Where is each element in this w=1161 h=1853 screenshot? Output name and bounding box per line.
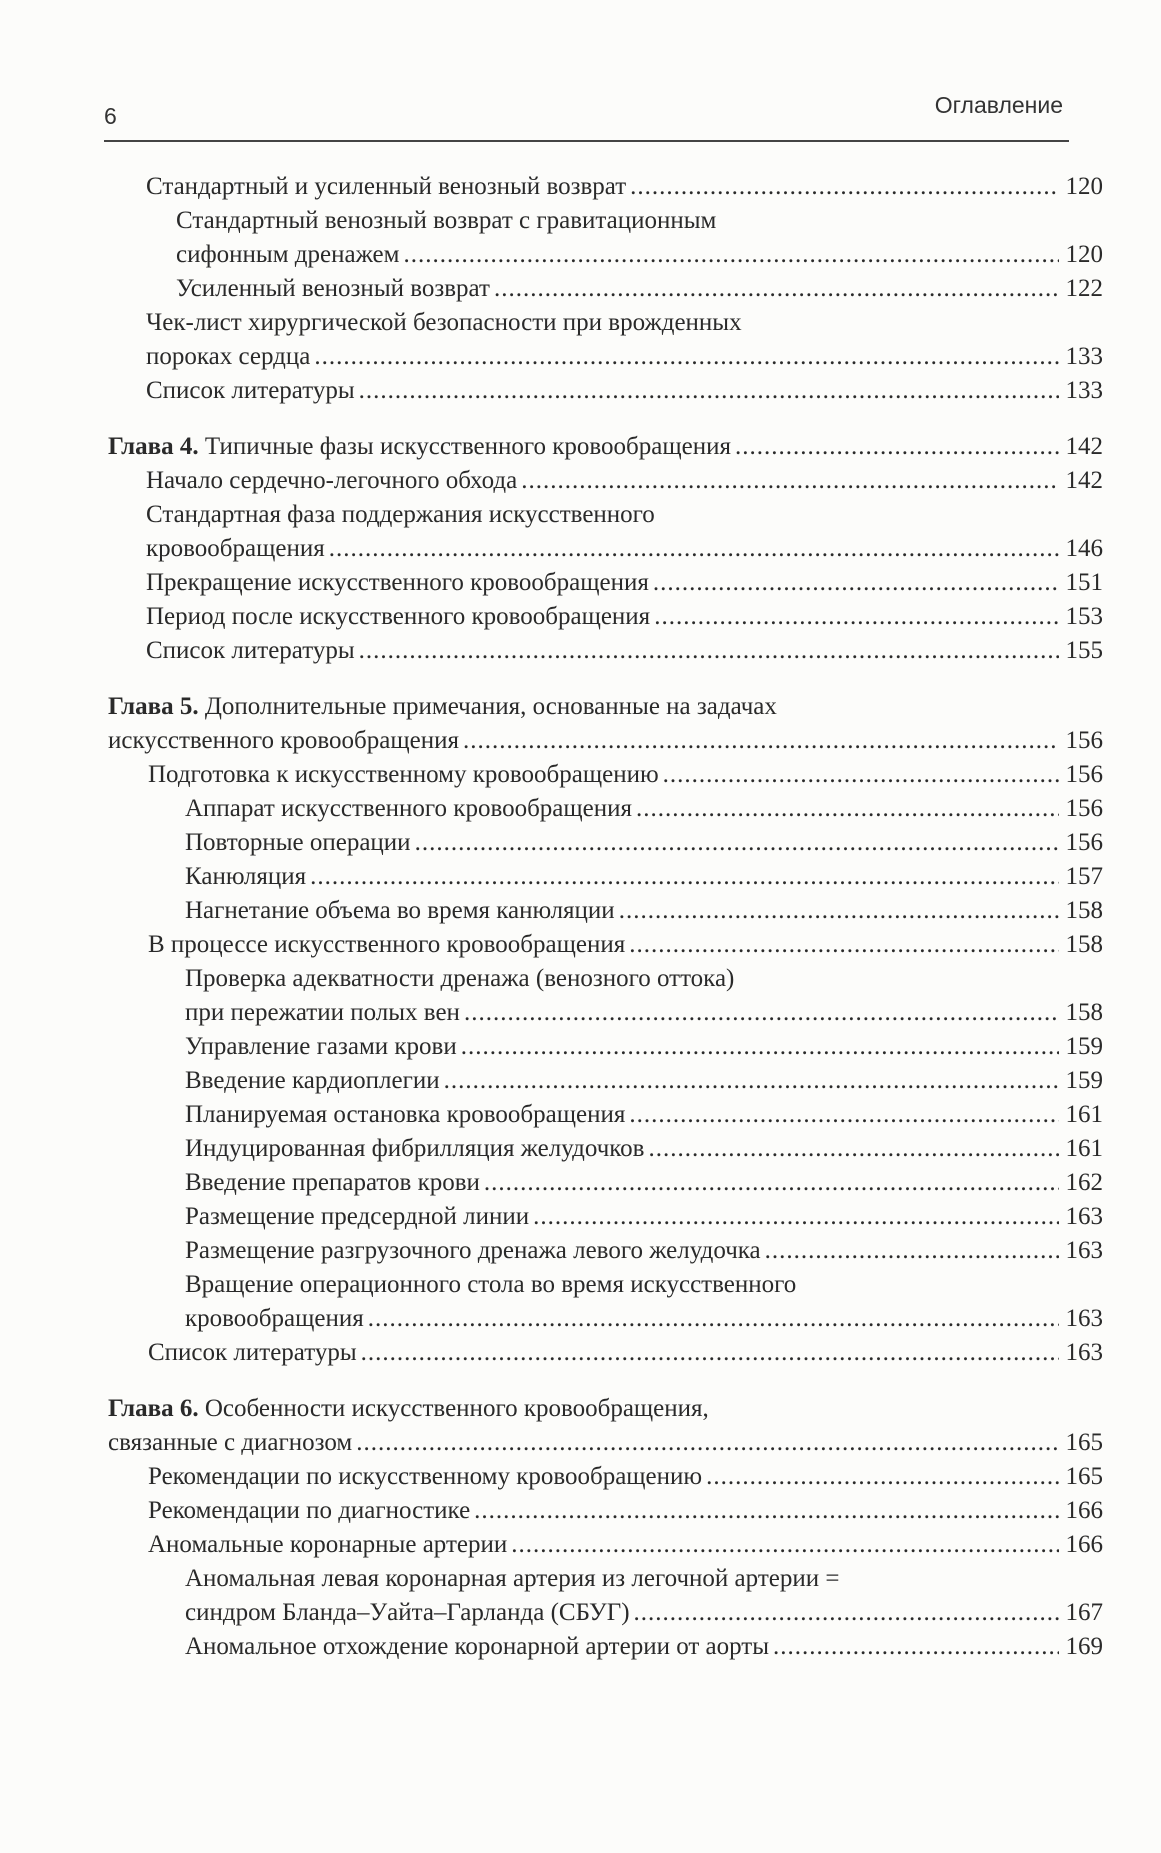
toc-entry-title: Введение препаратов крови [185,1169,480,1196]
toc-entry-title: Канюляция [185,863,307,890]
toc-entry [108,996,1103,1030]
toc-entry-title: Аномальное отхождение коронарной артерии от аорты [185,1633,770,1660]
toc-entry [108,532,1103,566]
toc-entry-page: 161 [1065,1135,1103,1162]
dot-leader [463,724,1059,758]
toc-entry-page: 156 [1065,829,1103,856]
toc-entry [108,1494,1103,1528]
toc-entry [108,374,1103,408]
toc-entry-title: Индуцированная фибрилляция желудочков [185,1135,645,1162]
dot-leader [636,792,1059,826]
dot-leader [649,1132,1060,1166]
toc-entry-page: 151 [1065,569,1103,596]
toc-entry-page: 163 [1065,1237,1103,1264]
toc-entry-page: 157 [1065,863,1103,890]
dot-leader [533,1200,1059,1234]
toc-entry [108,1234,1103,1268]
dot-leader [444,1064,1059,1098]
toc-entry-title: Типичные фазы искусственного кровообращения [204,433,731,460]
toc-chapter [108,1426,1103,1460]
toc-chapter [108,724,1103,758]
toc-entry-page: 133 [1065,377,1103,404]
toc-entry-title: синдром Бланда–Уайта–Гарланда (СБУГ) [185,1599,630,1626]
dot-leader [765,1234,1059,1268]
toc-entry-page: 156 [1065,761,1103,788]
toc-entry-title: Усиленный венозный возврат [176,275,490,302]
dot-leader [464,996,1059,1030]
toc-entry-page: 158 [1065,931,1103,958]
toc-entry-title: искусственного кровообращения [108,727,459,754]
toc-entry-page: 158 [1065,999,1103,1026]
toc-entry-title: Размещение предсердной линии [185,1203,530,1230]
toc-entry-title-line1: Дополнительные примечания, основанные на задачах [204,693,777,720]
toc-chapter [108,430,1103,464]
toc-entry-title: Начало сердечно-легочного обхода [146,467,518,494]
toc-entry-page: 165 [1065,1463,1103,1490]
toc-entry-title: при пережатии полых вен [185,999,460,1026]
toc-entry-page: 163 [1065,1305,1103,1332]
toc-entry-page: 162 [1065,1169,1103,1196]
toc-entry-title-line1: Стандартная фаза поддержания искусственного [146,501,655,528]
dot-leader [494,272,1059,306]
toc-entry-page: 155 [1065,637,1103,664]
toc-entry-title: Аппарат искусственного кровообращения [185,795,633,822]
chapter-label: Глава 6. [108,1395,199,1422]
dot-leader [461,1030,1059,1064]
toc-entry-page: 159 [1065,1067,1103,1094]
dot-leader [415,826,1059,860]
toc-entry [108,1166,1103,1200]
dot-leader [630,170,1059,204]
toc-entry-page: 142 [1065,433,1103,460]
toc-entry [108,792,1103,826]
dot-leader [329,532,1059,566]
toc-entry-title: связанные с диагнозом [108,1429,353,1456]
toc-entry-title: Размещение разгрузочного дренажа левого желудочка [185,1237,761,1264]
toc-entry [108,600,1103,634]
dot-leader [474,1494,1059,1528]
toc-entry [108,928,1103,962]
toc-entry-page: 163 [1065,1203,1103,1230]
toc-chapter-line1 [108,690,1103,724]
dot-leader [368,1302,1059,1336]
toc-entry [108,894,1103,928]
toc-entry-page: 146 [1065,535,1103,562]
dot-leader [511,1528,1059,1562]
toc-entry-title: Повторные операции [185,829,411,856]
toc-entry-title: Подготовка к искусственному кровообращению [148,761,659,788]
toc-entry-page: 120 [1065,241,1103,268]
toc-entry-page: 165 [1065,1429,1103,1456]
toc-entry [108,1336,1103,1370]
toc-entry [108,634,1103,668]
toc-entry [108,1302,1103,1336]
toc-entry-title: сифонным дренажем [176,241,400,268]
running-title: Оглавление [934,92,1063,118]
chapter-label: Глава 5. [108,693,199,720]
toc-entry-title: Прекращение искусственного кровообращения [146,569,649,596]
table-of-contents [108,170,1103,1664]
toc-entry-title: Рекомендации по диагностике [148,1497,471,1524]
toc-entry-page: 166 [1065,1497,1103,1524]
dot-leader [653,566,1059,600]
toc-entry-page: 169 [1065,1633,1103,1660]
toc-entry [108,826,1103,860]
toc-entry [108,1098,1103,1132]
dot-leader [619,894,1059,928]
toc-entry-page: 156 [1065,727,1103,754]
chapter-label: Глава 4. [108,433,199,460]
toc-entry [108,170,1103,204]
toc-entry [108,1630,1103,1664]
toc-entry-title: Список литературы [146,377,355,404]
toc-entry [108,566,1103,600]
toc-entry-page: 133 [1065,343,1103,370]
toc-entry-page: 156 [1065,795,1103,822]
dot-leader [773,1630,1059,1664]
dot-leader [629,928,1059,962]
toc-entry-title: Стандартный и усиленный венозный возврат [146,173,627,200]
toc-entry-page: 161 [1065,1101,1103,1128]
toc-entry-title: Нагнетание объема во время канюляции [185,897,615,924]
toc-entry [108,340,1103,374]
toc-entry [108,1528,1103,1562]
toc-entry-title: Список литературы [148,1339,357,1366]
toc-entry-title-line1: Аномальная левая коронарная артерия из легочной артерии = [185,1565,840,1592]
toc-entry-title: Введение кардиоплегии [185,1067,440,1094]
toc-entry [108,238,1103,272]
toc-chapter-line1 [108,1392,1103,1426]
toc-entry-title: кровообращения [146,535,325,562]
dot-leader [484,1166,1059,1200]
toc-entry-page: 163 [1065,1339,1103,1366]
toc-entry-page: 122 [1065,275,1103,302]
dot-leader [634,1596,1059,1630]
dot-leader [663,758,1059,792]
dot-leader [654,600,1059,634]
toc-entry-title: Аномальные коронарные артерии [148,1531,508,1558]
toc-entry-title-line1: Вращение операционного стола во время искусственного [185,1271,797,1298]
dot-leader [359,634,1059,668]
toc-entry [108,272,1103,306]
toc-entry [108,860,1103,894]
toc-entry-title: Рекомендации по искусственному кровообращению [148,1463,703,1490]
toc-entry-title-line1: Стандартный венозный возврат с гравитационным [176,207,717,234]
toc-entry-page: 158 [1065,897,1103,924]
toc-entry-title-line1: Особенности искусственного кровообращения, [204,1395,709,1422]
toc-entry [108,1132,1103,1166]
toc-entry-page: 166 [1065,1531,1103,1558]
dot-leader [361,1336,1059,1370]
toc-entry-title: Список литературы [146,637,355,664]
page-number: 6 [104,103,117,129]
toc-entry-title: Период после искусственного кровообращения [146,603,651,630]
dot-leader [403,238,1059,272]
toc-entry [108,464,1103,498]
dot-leader [706,1460,1059,1494]
dot-leader [314,340,1059,374]
toc-entry-title: В процессе искусственного кровообращения [148,931,626,958]
dot-leader [356,1426,1059,1460]
toc-entry-page: 159 [1065,1033,1103,1060]
toc-entry-title: пороках сердца [146,343,311,370]
toc-entry [108,758,1103,792]
toc-entry-title: Управление газами крови [185,1033,457,1060]
toc-entry-title-line1: Чек-лист хирургической безопасности при врожденных [146,309,742,336]
toc-entry [108,1030,1103,1064]
toc-entry [108,1460,1103,1494]
toc-entry [108,1064,1103,1098]
dot-leader [310,860,1059,894]
toc-entry-page: 153 [1065,603,1103,630]
toc-entry-title: кровообращения [185,1305,364,1332]
header-rule [104,140,1069,142]
toc-entry-page: 120 [1065,173,1103,200]
dot-leader [521,464,1059,498]
dot-leader [629,1098,1059,1132]
dot-leader [359,374,1059,408]
toc-entry [108,1596,1103,1630]
dot-leader [735,430,1059,464]
toc-entry-page: 167 [1065,1599,1103,1626]
toc-entry-page: 142 [1065,467,1103,494]
toc-entry [108,1200,1103,1234]
toc-entry-title: Планируемая остановка кровообращения [185,1101,626,1128]
toc-entry-title-line1: Проверка адекватности дренажа (венозного оттока) [185,965,735,992]
